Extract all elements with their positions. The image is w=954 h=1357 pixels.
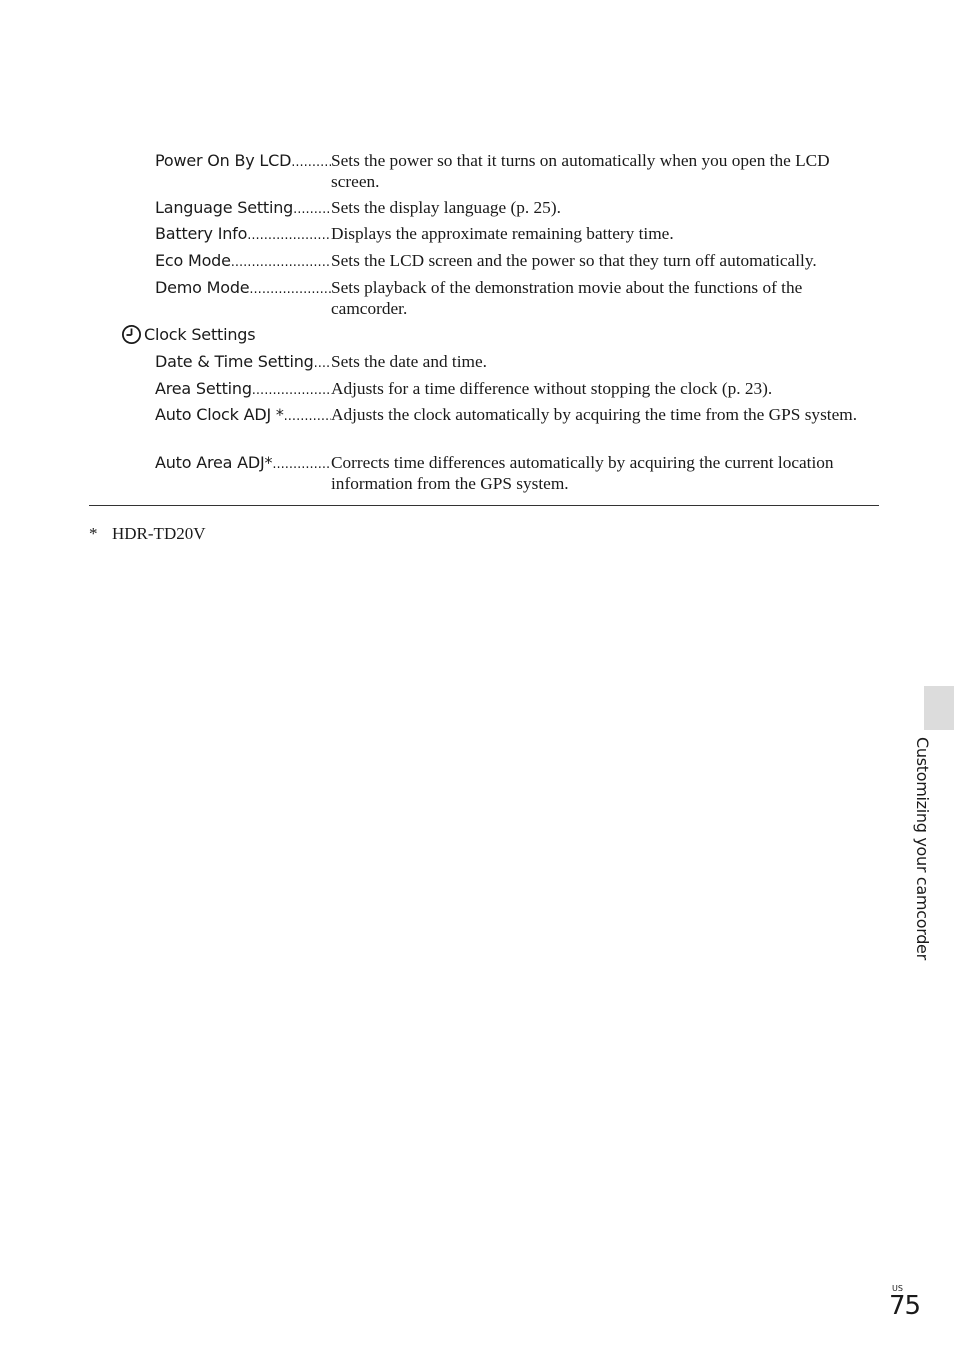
dot-leader (249, 277, 331, 300)
menu-item-description: Sets the power so that it turns on automatically when you open the LCD screen. (331, 151, 830, 191)
menu-item-battery-info (155, 223, 875, 246)
divider (89, 505, 879, 506)
menu-item-description: Adjusts the clock automatically by acquiring the time from the GPS system. (331, 405, 858, 424)
menu-item-eco-mode (155, 250, 875, 273)
clock-icon (121, 324, 144, 345)
menu-item-description: Sets the display language (p. 25). (331, 198, 561, 217)
dot-leader (272, 452, 331, 475)
menu-item-description: Sets the LCD screen and the power so that they turn off automatically. (331, 251, 817, 270)
menu-item-power-on-by-lcd (155, 150, 875, 192)
menu-item-label: Auto Clock ADJ * (155, 405, 284, 424)
section-title: Clock Settings (144, 325, 256, 344)
menu-item-label: Auto Area ADJ* (155, 453, 273, 472)
page-number: 75 (889, 1291, 921, 1321)
menu-item-auto-clock-adj (155, 404, 875, 427)
menu-item-label: Area Setting (155, 379, 252, 398)
footnote-text: HDR-TD20V (112, 524, 206, 543)
region-code: US (892, 1284, 903, 1293)
footnote (89, 523, 206, 544)
dot-leader (293, 197, 331, 220)
dot-leader (231, 250, 331, 273)
footnote-mark: * (89, 524, 98, 543)
menu-item-area-setting (155, 378, 875, 401)
section-heading-clock-settings (121, 324, 255, 345)
menu-item-label: Date & Time Setting (155, 352, 314, 371)
menu-item-label: Battery Info (155, 224, 248, 243)
menu-item-description: Sets playback of the demonstration movie about the functions of the camcorder. (331, 278, 803, 318)
menu-item-language-setting (155, 197, 875, 220)
chapter-tab (924, 686, 954, 730)
menu-item-demo-mode (155, 277, 875, 319)
menu-item-auto-area-adj (155, 452, 875, 494)
dot-leader (314, 351, 331, 374)
dot-leader (247, 223, 331, 246)
menu-item-label: Language Setting (155, 198, 294, 217)
chapter-title: Customizing your camcorder (913, 737, 932, 960)
menu-item-description: Corrects time differences automatically by acquiring the current location information from the GPS system. (331, 453, 834, 493)
menu-item-label: Eco Mode (155, 251, 231, 270)
menu-item-label: Power On By LCD (155, 151, 292, 170)
dot-leader (252, 378, 331, 401)
menu-item-description: Displays the approximate remaining battery time. (331, 224, 674, 243)
dot-leader (291, 150, 331, 173)
menu-item-description: Adjusts for a time difference without stopping the clock (p. 23). (331, 379, 773, 398)
menu-item-date-time-setting (155, 351, 875, 374)
dot-leader (284, 404, 331, 427)
menu-item-description: Sets the date and time. (331, 352, 487, 371)
menu-item-label: Demo Mode (155, 278, 250, 297)
